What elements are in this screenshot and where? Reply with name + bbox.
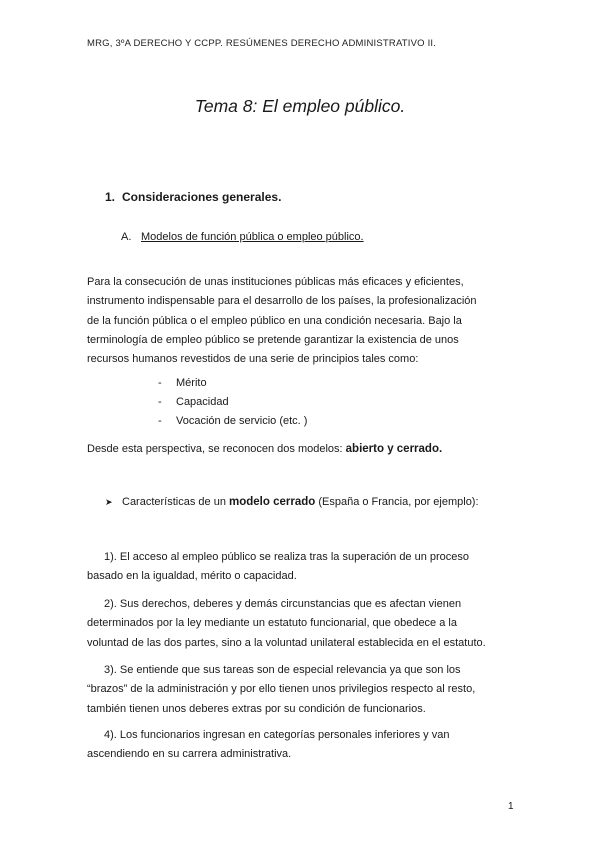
principle-text: Mérito <box>176 377 207 389</box>
principle-text: Vocación de servicio (etc. ) <box>176 415 308 427</box>
list-item-line: “brazos” de la administración y por ello tienen unos privilegios respecto al resto, <box>87 683 476 696</box>
closed-model-prefix: Características de un <box>122 496 226 508</box>
section-number: 1. <box>105 190 116 204</box>
closed-model-suffix: (España o Francia, por ejemplo): <box>318 496 479 508</box>
perspective-text: Desde esta perspectiva, se reconocen dos modelos: <box>87 443 343 455</box>
list-item <box>87 661 517 719</box>
list-item-line: voluntad de las dos partes, sino a la voluntad unilateral establecida en el estatuto. <box>87 636 486 649</box>
dash-bullet: - <box>158 377 162 389</box>
list-item-line: basado en la igualdad, mérito o capacidad. <box>87 570 297 583</box>
page-number: 1 <box>508 801 514 812</box>
intro-line: de la función pública o el empleo público en una condición necesaria. Bajo la <box>87 314 462 327</box>
subsection-label: Modelos de función pública o empleo público. <box>141 231 364 243</box>
list-item <box>87 548 517 587</box>
list-item-first-line: 1). El acceso al empleo público se realiza tras la superación de un proceso <box>104 551 470 563</box>
intro-line: terminología de empleo público se pretende garantizar la existencia de unos <box>87 333 459 346</box>
list-item-first-line: 4). Los funcionarios ingresan en categorías personales inferiores y van <box>104 729 450 741</box>
running-header: MRG, 3ºA DERECHO Y CCPP. RESÚMENES DERECHO ADMINISTRATIVO II. <box>87 38 437 49</box>
intro-line: instrumento indispensable para el desarrollo de los países, la profesionalización <box>87 295 477 308</box>
list-item-first-line: 3). Se entiende que sus tareas son de especial relevancia ya que son los <box>104 664 461 676</box>
subsection-letter: A. <box>121 231 132 243</box>
models-emphasis: abierto y cerrado. <box>345 443 443 455</box>
list-item-line: también tienen unos deberes extras por su condición de funcionarios. <box>87 702 426 715</box>
closed-model-emphasis: modelo cerrado <box>229 496 316 508</box>
dash-bullet: - <box>158 415 162 427</box>
list-item-line: ascendiendo en su carrera administrativa. <box>87 748 292 761</box>
list-item-line: determinados por la ley mediante un estatuto funcionarial, que obedece a la <box>87 617 457 630</box>
intro-paragraph <box>87 273 517 369</box>
principle-text: Capacidad <box>176 396 229 408</box>
intro-line: Para la consecución de unas instituciones públicas más eficaces y eficientes, <box>87 276 464 288</box>
principle-item <box>158 415 307 427</box>
principle-item <box>158 396 229 408</box>
document-title: Tema 8: El empleo público. <box>194 96 406 116</box>
list-item <box>87 726 517 765</box>
principle-item <box>158 377 207 389</box>
closed-model-heading <box>105 496 479 508</box>
intro-line: recursos humanos revestidos de una serie de principios tales como: <box>87 353 419 366</box>
perspective-line <box>87 440 517 459</box>
section-heading <box>105 190 281 204</box>
section-label: Consideraciones generales. <box>122 190 282 204</box>
arrow-bullet-icon: ➤ <box>105 497 113 507</box>
list-item <box>87 595 517 653</box>
list-item-first-line: 2). Sus derechos, deberes y demás circunstancias que es afectan vienen <box>104 598 462 610</box>
subsection-heading <box>121 231 364 243</box>
dash-bullet: - <box>158 396 162 408</box>
